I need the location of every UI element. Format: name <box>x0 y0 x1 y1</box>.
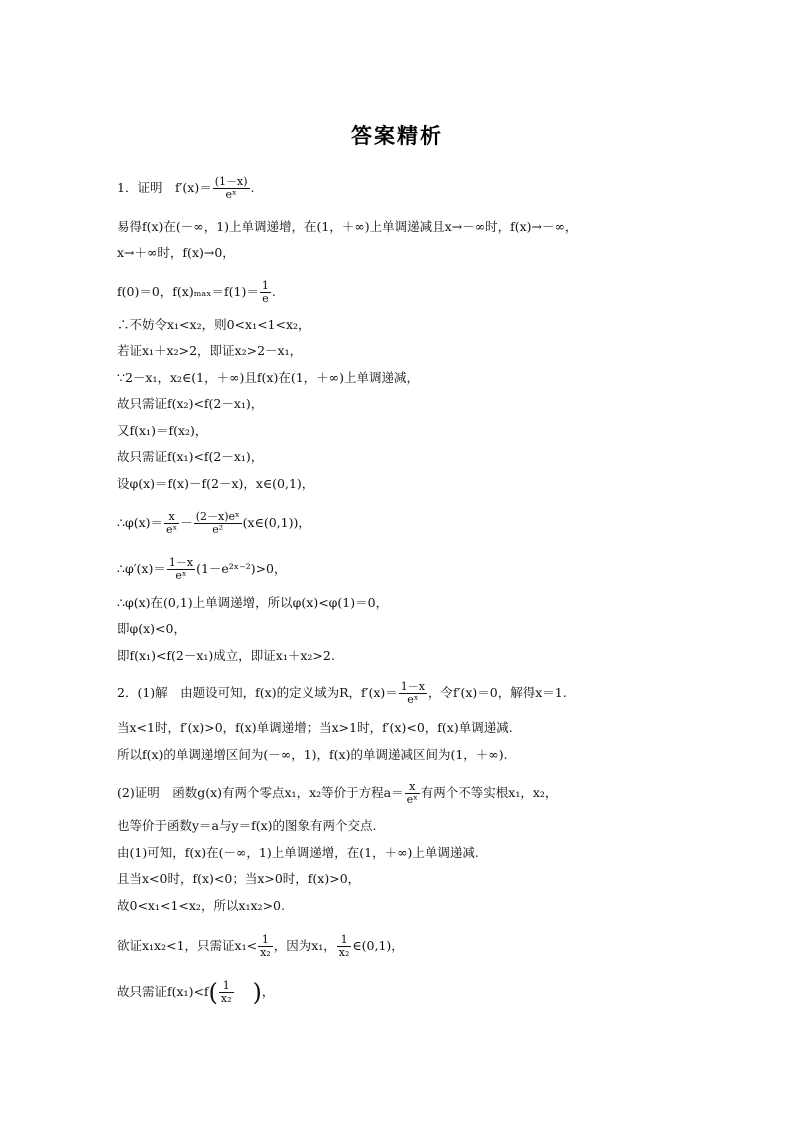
p1-line-8: 故只需证f(x₂)<f(2－x₁)， <box>117 396 264 411</box>
p1-line-13 <box>117 557 717 582</box>
text: (1－e²ˣ⁻²)>0， <box>196 561 287 576</box>
fraction <box>194 511 242 536</box>
p2-line-5: 也等价于函数y＝a与y＝f(x)的图象有两个交点. <box>117 818 377 833</box>
text: ，因为x₁， <box>273 938 336 953</box>
denominator: eˣ <box>175 569 187 582</box>
right-paren: ) <box>252 978 262 1007</box>
p1-line-4 <box>117 280 717 305</box>
p1-line-11: 设φ(x)＝f(x)－f(2－x)，x∈(0,1)， <box>117 476 315 491</box>
fraction <box>399 681 427 706</box>
p1-line-7: ∵2－x₁，x₂∈(1，＋∞)且f(x)在(1，＋∞)上单调递减， <box>117 370 419 385</box>
p2-line-4 <box>117 781 717 806</box>
numerator: x <box>164 511 179 524</box>
numerator: 1 <box>261 279 269 292</box>
p1-line-10: 故只需证f(x₁)<f(2－x₁)， <box>117 449 264 464</box>
fraction <box>164 511 179 536</box>
p2-line-8: 故0<x₁<1<x₂，所以x₁x₂>0. <box>117 898 285 913</box>
fraction <box>405 781 420 806</box>
denominator: e <box>262 292 269 305</box>
numerator: 1 <box>219 980 234 993</box>
text: ∴φ(x)＝ <box>117 515 164 530</box>
denominator: eˣ <box>166 523 178 536</box>
denominator: x₂ <box>338 946 350 959</box>
p1-line-9: 又f(x₁)＝f(x₂)， <box>117 423 208 438</box>
text: 有两个不等实根x₁，x₂， <box>420 785 558 800</box>
fraction <box>167 557 195 582</box>
text: 故只需证f(x₁)<f <box>117 984 209 999</box>
fraction <box>337 934 352 959</box>
text: ∈(0,1)， <box>352 938 404 953</box>
denominator: x₂ <box>260 946 271 959</box>
text: (x∈(0,1))， <box>242 515 311 530</box>
numerator: (1－x) <box>214 175 248 188</box>
fraction <box>213 176 250 201</box>
denominator: eˣ <box>406 793 418 806</box>
denominator: eˣ <box>407 693 419 706</box>
text: ， <box>261 984 275 999</box>
fraction <box>258 934 273 959</box>
denominator: x₂ <box>220 992 232 1005</box>
text: － <box>180 515 193 530</box>
p1-line-15: 即φ(x)<0， <box>117 621 186 636</box>
numerator: 1－x <box>168 556 194 569</box>
p2-line-7: 且当x<0时，f(x)<0；当x>0时，f(x)>0， <box>117 871 361 886</box>
p1-line-3: x→＋∞时，f(x)→0， <box>117 245 235 260</box>
numerator: 1－x <box>400 680 425 693</box>
text: . <box>271 284 276 299</box>
p1-line-12 <box>117 511 717 536</box>
p2-line-9 <box>117 934 717 959</box>
text: 2．(1)解 由题设可知，f(x)的定义域为R，f′(x)＝ <box>117 685 398 700</box>
p2-line-6: 由(1)可知，f(x)在(－∞，1)上单调递增，在(1，＋∞)上单调递减. <box>117 845 479 860</box>
p2-line-1 <box>117 681 717 706</box>
denominator: eˣ <box>225 188 237 201</box>
p1-line-14: ∴φ(x)在(0,1)上单调递增，所以φ(x)<φ(1)＝0， <box>117 595 389 610</box>
text: ∴φ′(x)＝ <box>117 561 166 576</box>
page-title: 答案精析 <box>351 124 443 148</box>
text: (2)证明 函数g(x)有两个零点x₁，x₂等价于方程a＝ <box>117 785 404 800</box>
p1-line-1 <box>117 176 717 201</box>
text: 欲证x₁x₂<1，只需证x₁< <box>117 938 258 953</box>
numerator: 1 <box>337 934 352 947</box>
numerator: 1 <box>258 934 273 947</box>
p2-line-10 <box>117 980 717 1005</box>
p1-line-16: 即f(x₁)<f(2－x₁)成立，即证x₁＋x₂>2. <box>117 648 335 663</box>
p1-line-5: ∴不妨令x₁<x₂，则0<x₁<1<x₂， <box>117 317 311 332</box>
numerator: x <box>405 781 420 794</box>
fraction <box>260 280 271 305</box>
left-paren: ( <box>208 978 218 1007</box>
p2-line-2: 当x<1时，f′(x)>0，f(x)单调递增；当x>1时，f′(x)<0，f(x)单调递减. <box>117 720 513 735</box>
p1-line-2: 易得f(x)在(－∞，1)上单调递增，在(1，＋∞)上单调递减且x→－∞时，f(x)→－∞， <box>117 219 578 234</box>
fraction <box>219 980 234 1005</box>
p2-line-3: 所以f(x)的单调递增区间为(－∞，1)，f(x)的单调递减区间为(1，＋∞). <box>117 747 508 762</box>
text: 1．证明 f′(x)＝ <box>117 180 212 195</box>
denominator: e² <box>212 523 224 536</box>
p1-line-6: 若证x₁＋x₂>2，即证x₂>2－x₁， <box>117 343 303 358</box>
text: f(0)＝0，f(x)ₘₐₓ＝f(1)＝ <box>117 284 259 299</box>
numerator: (2－x)eˣ <box>195 510 240 523</box>
text: ，令f′(x)＝0，解得x＝1. <box>427 685 567 700</box>
text: . <box>250 180 255 195</box>
